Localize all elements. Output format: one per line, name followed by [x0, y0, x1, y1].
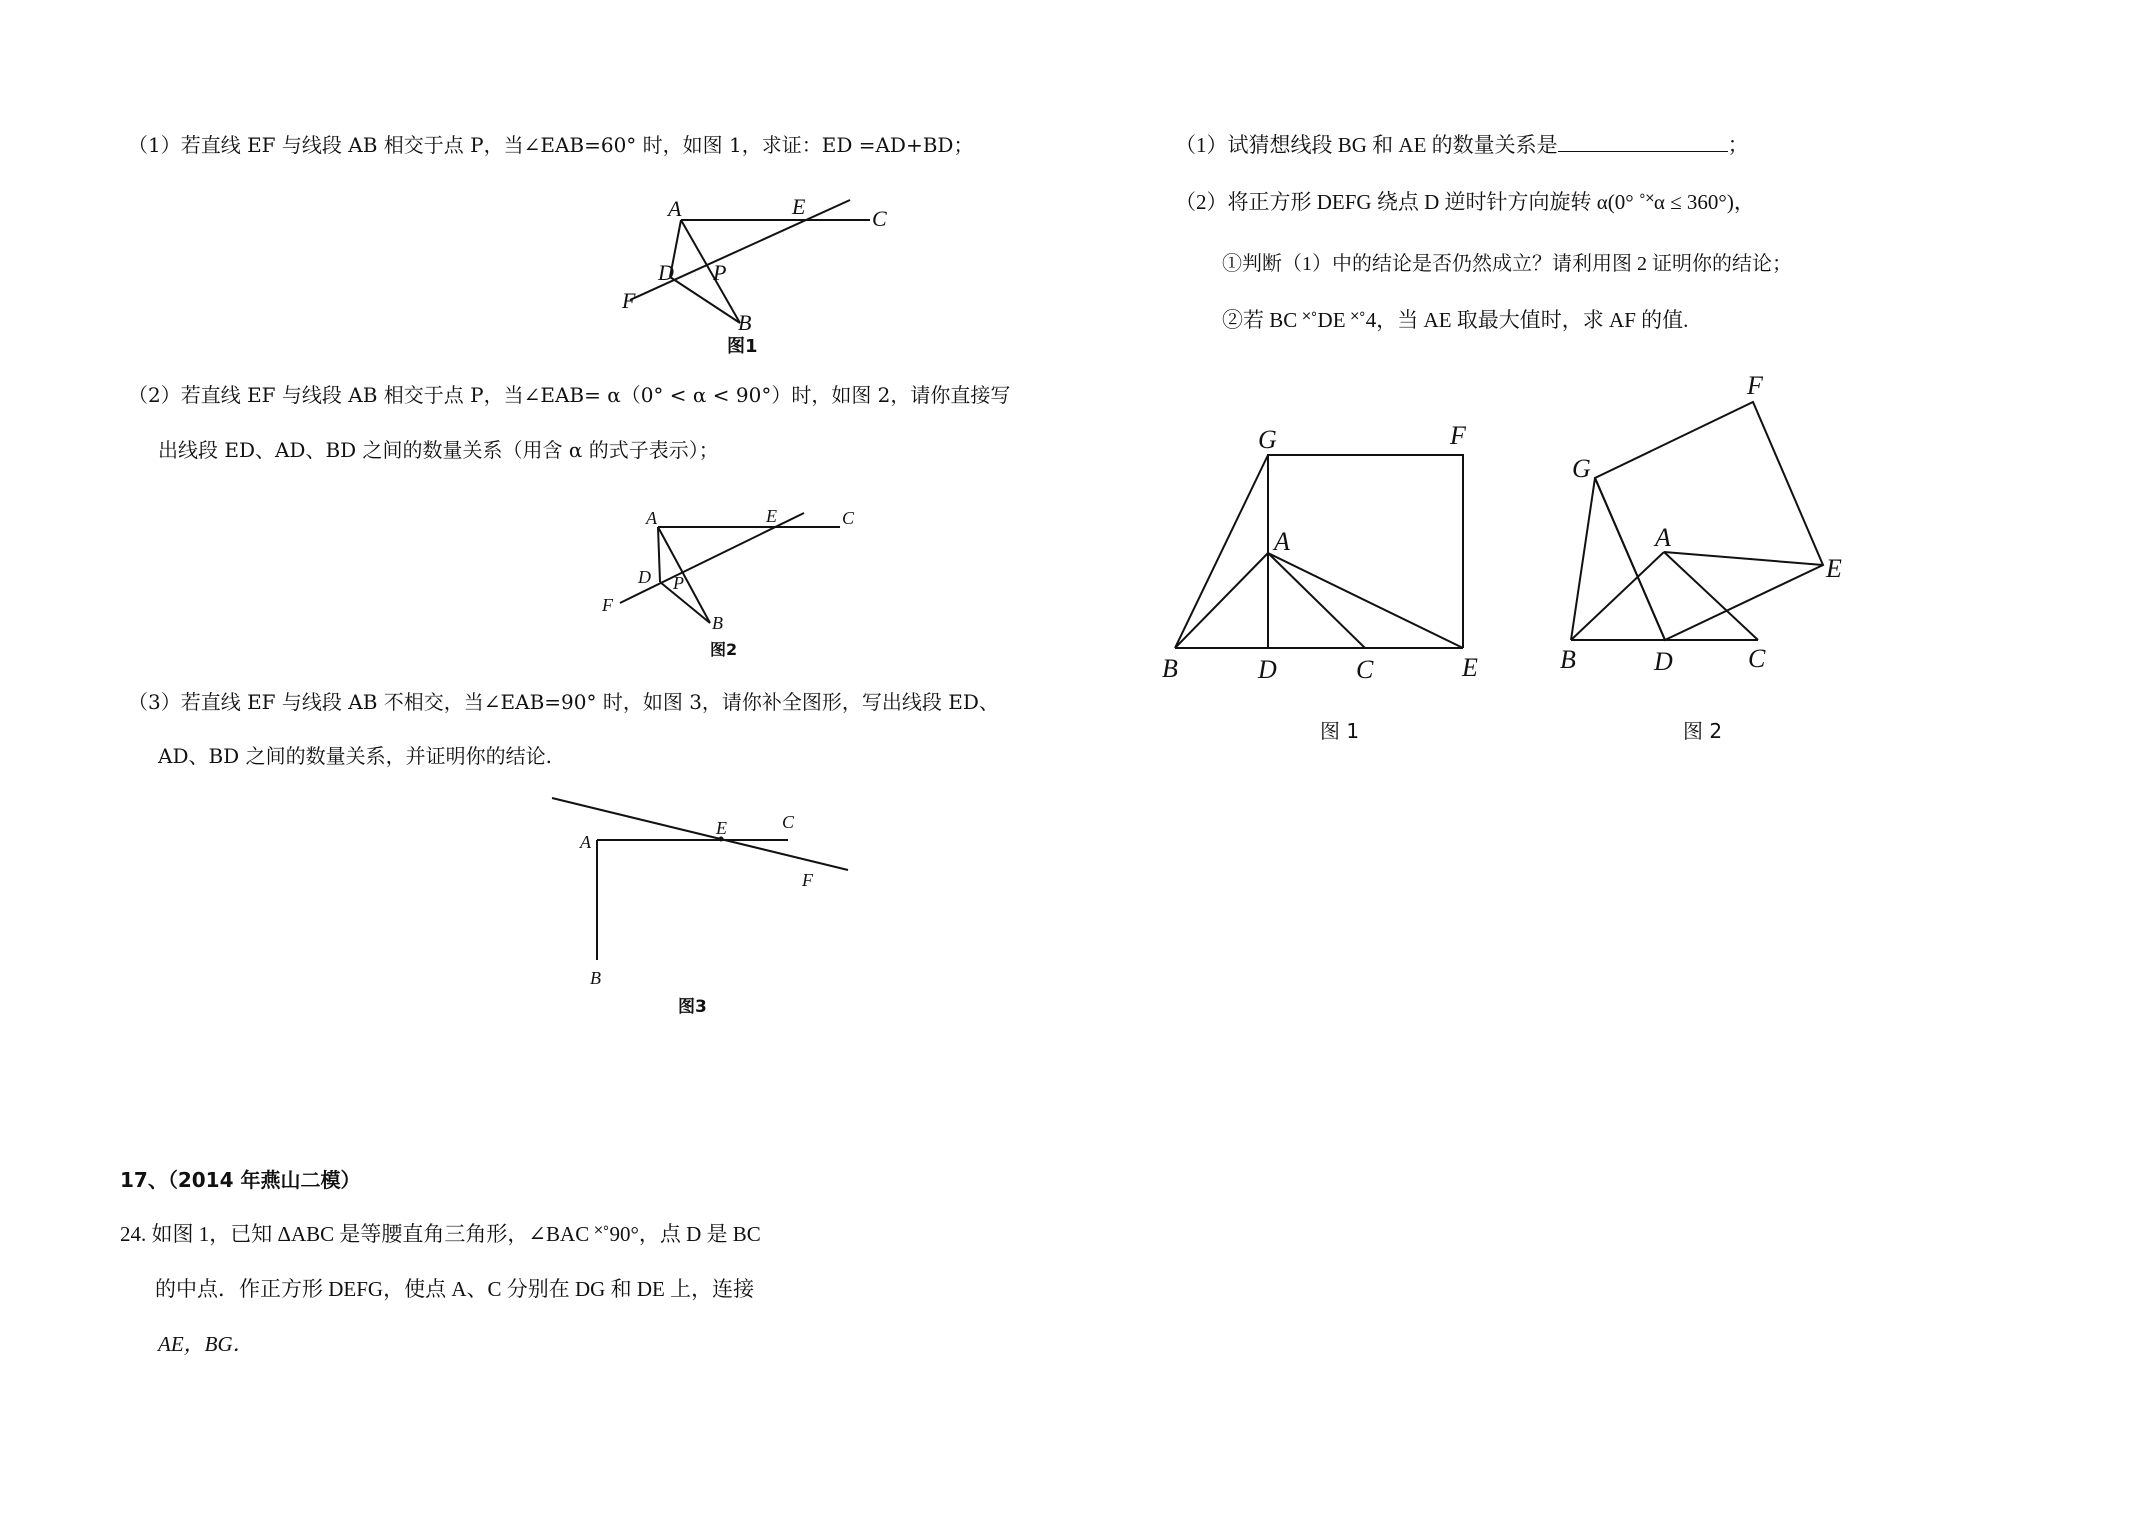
question-2-line-1: （2）若直线 EF 与线段 AB 相交于点 P，当∠EAB= α（0° < α < 90°）时，如图 2，请你直接写: [128, 383, 1011, 407]
left-figure-2: [590, 505, 890, 665]
segment-AB: [658, 527, 710, 623]
figure-caption: 图3: [678, 997, 707, 1017]
label-D: D: [1258, 655, 1277, 684]
question-2-line-2: 出线段 ED、AD、BD 之间的数量关系（用含 α 的式子表示）；: [158, 438, 719, 462]
right-question-2-part-2: ②若 BC ˟˚DE ˟˚4，当 AE 取最大值时，求 AF 的值.: [1222, 308, 1689, 332]
segment-AD: [658, 527, 660, 582]
right-question-1-text: （1）试猜想线段 BG 和 AE 的数量关系是: [1175, 133, 1558, 157]
square-DEFG: [1595, 402, 1823, 640]
label-F: F: [602, 595, 613, 615]
segment-AB: [681, 220, 740, 323]
label-G: G: [1258, 425, 1277, 454]
label-E: E: [766, 506, 777, 526]
label-E: E: [716, 818, 727, 838]
figure-caption: 图1: [727, 336, 758, 357]
question-3-line-2: AD、BD 之间的数量关系，并证明你的结论.: [158, 744, 552, 768]
label-B: B: [712, 613, 723, 633]
right-figure-2: [1540, 370, 1880, 750]
label-C: C: [1748, 644, 1766, 673]
problem-24-line-3: AE，BG．: [158, 1332, 254, 1356]
label-F: F: [1450, 421, 1466, 450]
problem-24-line-1: 24. 如图 1，已知 ΔABC 是等腰直角三角形，∠BAC ˟˚90°，点 D 是 BC: [120, 1222, 761, 1246]
label-A: A: [580, 832, 591, 852]
label-A: A: [1655, 523, 1671, 552]
label-F: F: [802, 870, 813, 890]
label-E: E: [1462, 653, 1478, 682]
right-question-1-suffix: ；: [1727, 133, 1749, 157]
segment-AB: [1571, 552, 1664, 640]
problem-17-heading: 17、（2014 年燕山二模）: [120, 1168, 361, 1192]
label-G: G: [1572, 454, 1591, 483]
line-EF: [630, 200, 850, 300]
label-E: E: [1826, 554, 1842, 583]
problem-24-line-2: 的中点．作正方形 DEFG，使点 A、C 分别在 DG 和 DE 上，连接: [155, 1277, 755, 1301]
label-D: D: [638, 567, 651, 587]
segment-AE: [1268, 553, 1463, 648]
segment-DB: [660, 582, 710, 623]
label-B: B: [738, 310, 752, 335]
right-question-2: （2）将正方形 DEFG 绕点 D 逆时针方向旋转 α(0° ˚˟α ≤ 360°)，: [1175, 190, 1755, 214]
label-C: C: [872, 206, 887, 231]
answer-blank: [1558, 133, 1728, 152]
label-B: B: [1162, 654, 1178, 683]
label-A: A: [668, 196, 682, 221]
segment-BG: [1571, 478, 1595, 640]
label-D: D: [1654, 647, 1673, 676]
label-F: F: [1747, 371, 1763, 400]
square-DEFG: [1268, 455, 1463, 648]
label-E: E: [792, 194, 806, 219]
label-A: A: [646, 508, 657, 528]
segment-GD: [1595, 478, 1665, 640]
segment-BG: [1175, 455, 1268, 648]
label-C: C: [1356, 655, 1374, 684]
segment-DB: [670, 277, 740, 323]
label-B: B: [590, 968, 601, 988]
question-1-text: （1）若直线 EF 与线段 AB 相交于点 P，当∠EAB=60° 时，如图 1，求证：ED =AD+BD；: [128, 133, 974, 157]
label-B: B: [1560, 645, 1576, 674]
label-C: C: [842, 508, 855, 528]
figure-caption: 图 1: [1320, 719, 1360, 743]
segment-AE: [1664, 552, 1823, 565]
figure-caption: 图 2: [1683, 719, 1723, 743]
label-F: F: [622, 288, 636, 313]
label-P: P: [713, 260, 727, 285]
right-question-1: [1175, 133, 1749, 157]
left-figure-1: [600, 190, 920, 370]
label-A: A: [1274, 527, 1290, 556]
right-figure-1: [1150, 420, 1510, 750]
left-figure-3: [540, 790, 880, 1020]
question-3-line-1: （3）若直线 EF 与线段 AB 不相交，当∠EAB=90° 时，如图 3，请你补全图形，写出线段 ED、: [128, 690, 999, 714]
label-P: P: [673, 573, 684, 593]
right-question-2-part-1: ①判断（1）中的结论是否仍然成立？请利用图 2 证明你的结论；: [1222, 253, 1792, 275]
segment-AB: [1175, 553, 1268, 648]
segment-AC: [1664, 552, 1758, 640]
figure-caption: 图2: [710, 640, 738, 659]
segment-AC: [1268, 553, 1365, 648]
label-C: C: [782, 812, 795, 832]
label-D: D: [658, 260, 674, 285]
